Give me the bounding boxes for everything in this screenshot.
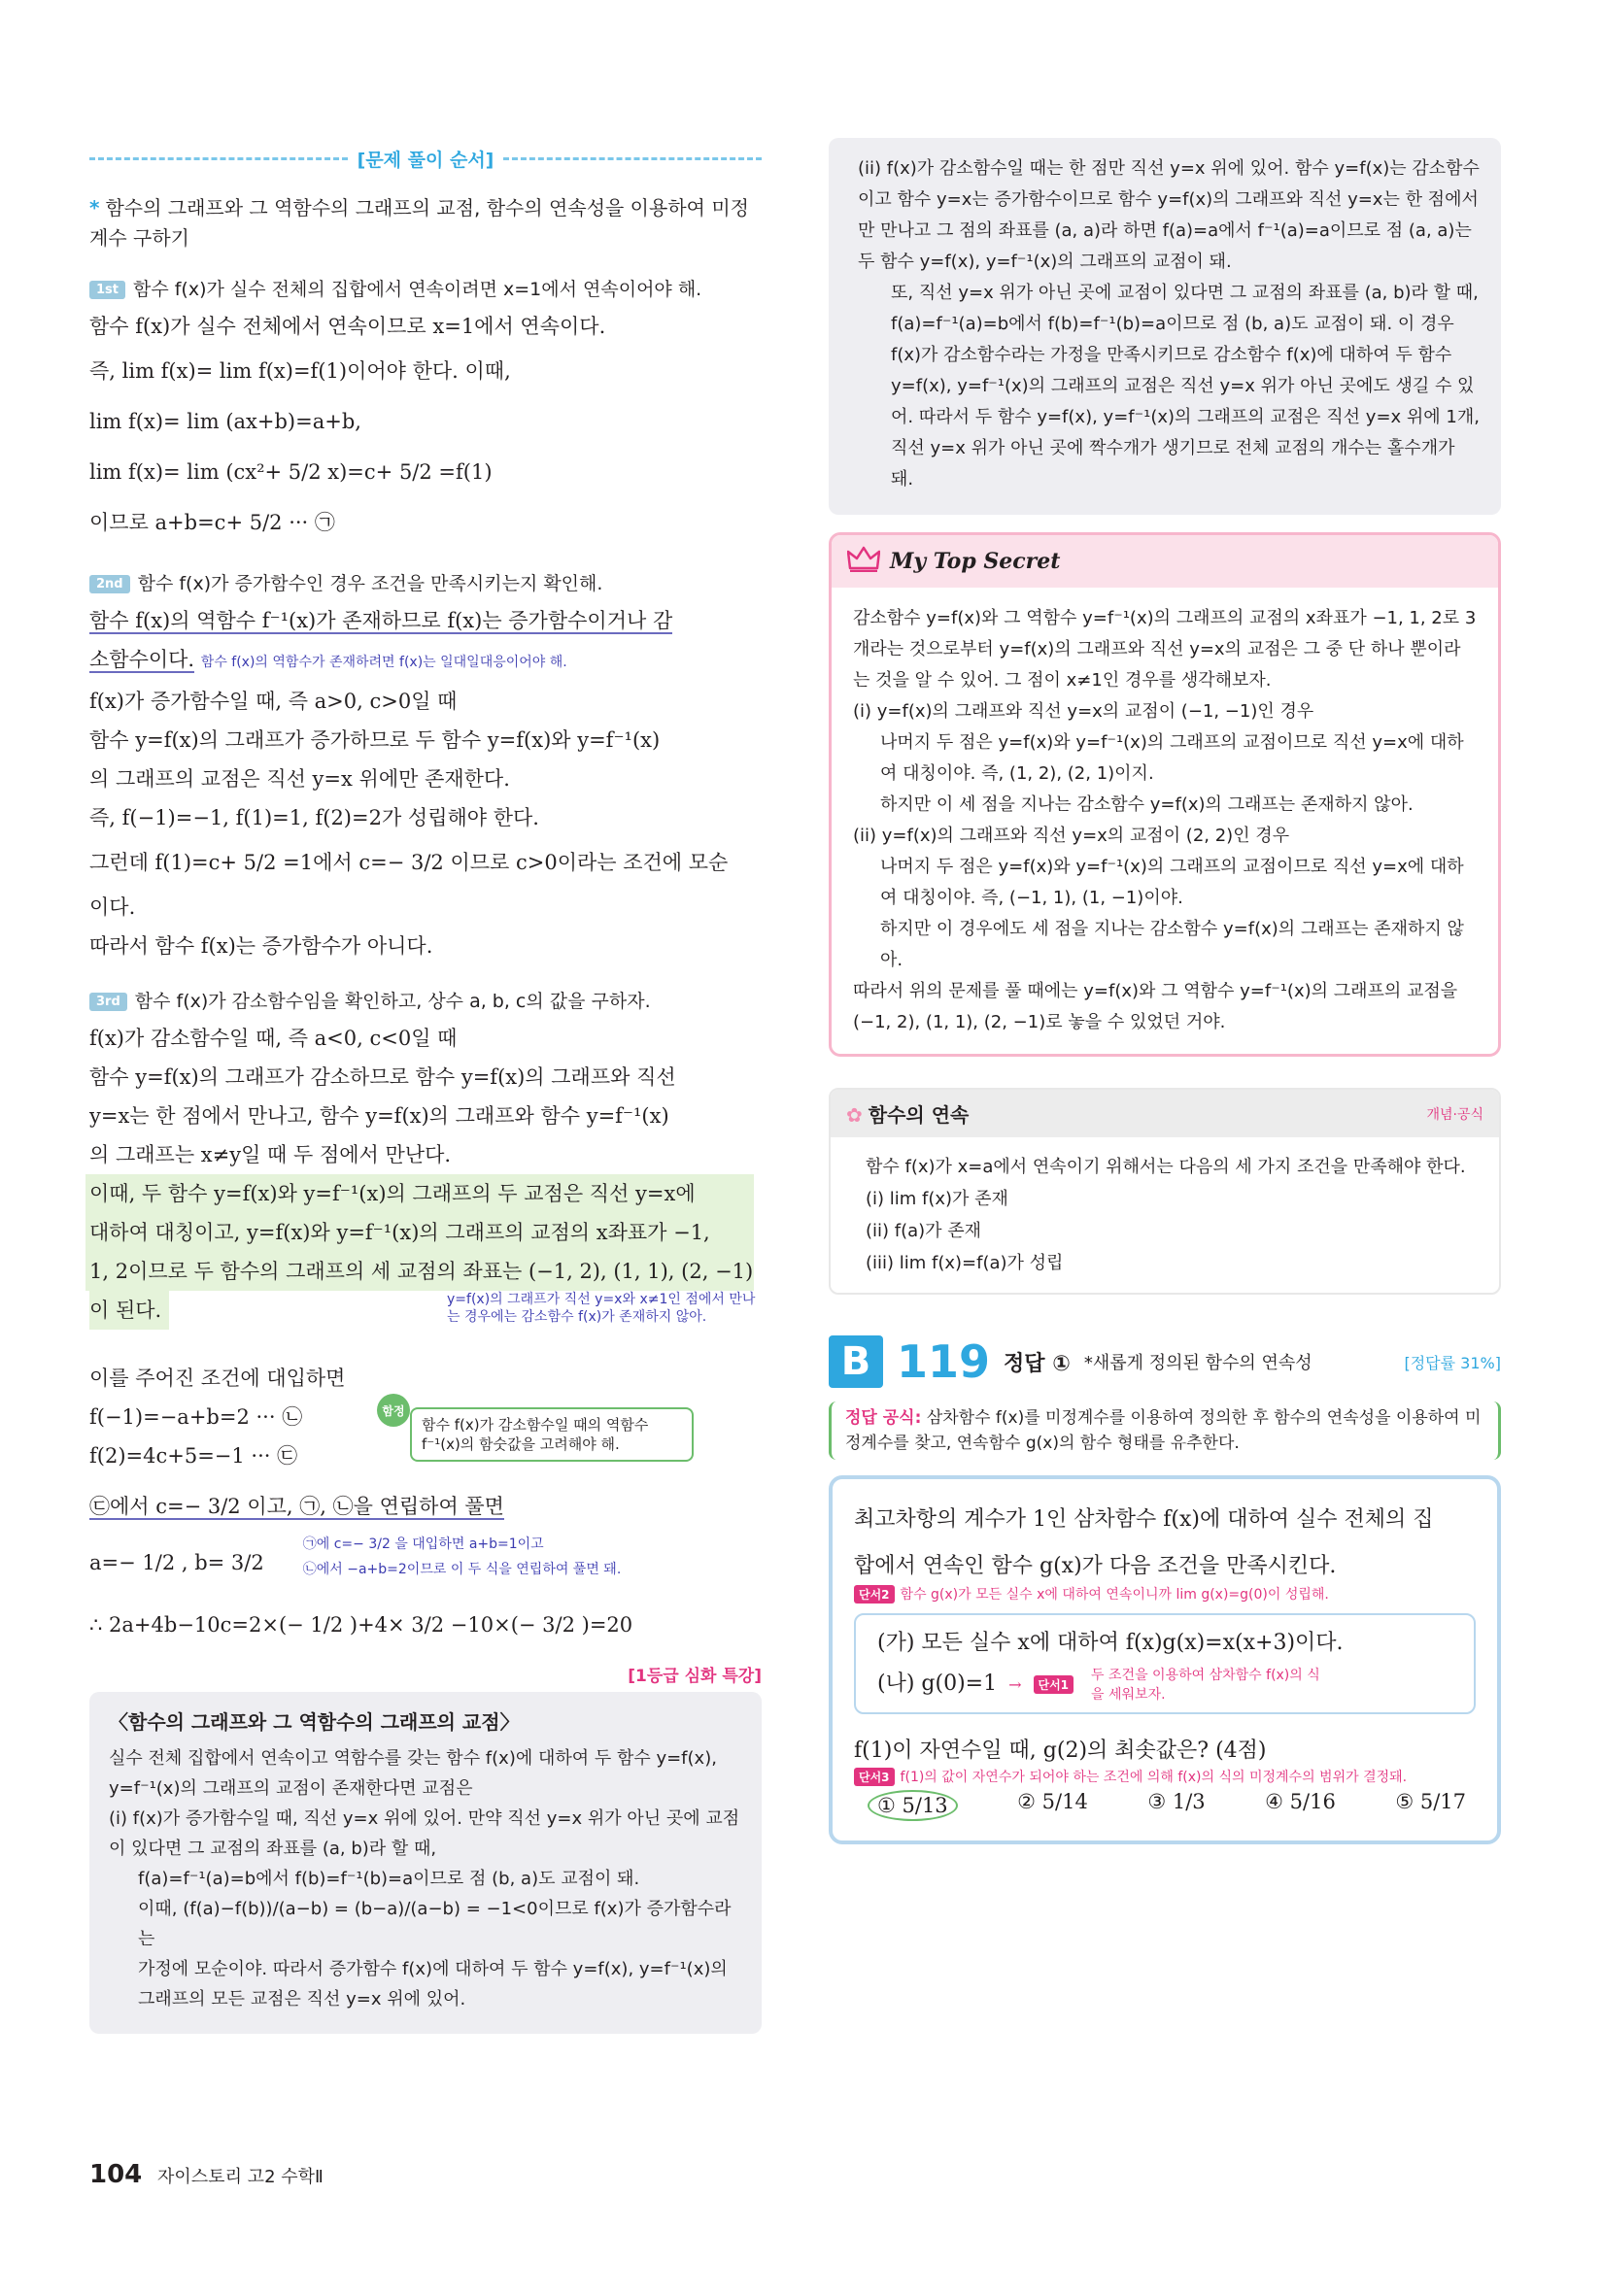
hint-badge: 단서2 [854,1585,895,1604]
step3-line: 이 된다. [89,1291,169,1330]
step3-head [89,987,762,1013]
step1-line: lim f(x)= lim (ax+b)=a+b, [89,410,361,433]
margin-note: y=f(x)의 그래프가 직선 y=x와 x≠1인 점에서 만나는 경우에는 감소함수 f(x)가 존재하지 않아. [447,1292,756,1325]
problem-number: 119 [897,1335,991,1388]
star-icon: * [89,196,100,219]
step2-line: 함수 y=f(x)의 그래프가 증가하므로 두 함수 y=f(x)와 y=f⁻¹(x) [89,728,661,752]
step3-sidenote-area [89,1291,762,1359]
step3-head-text: 함수 f(x)가 감소함수임을 확인하고, 상수 a, b, c의 값을 구하자. [134,991,651,1012]
underlined-text: 함수 f(x)의 역함수 f⁻¹(x)가 존재하므로 f(x)는 증가함수이거나 감 [89,609,673,632]
formula-text: 삼차함수 f(x)를 미정계수를 이용하여 정의한 후 함수의 연속성을 이용하여 미정계수를 찾고, 연속함수 g(x)의 함수 형태를 유추한다. [845,1408,1482,1453]
secret-text: 하지만 이 경우에도 세 점을 지나는 감소함수 y=f(x)의 그래프는 존재하지 않아. [880,919,1464,970]
problem-topic: *새롭게 정의된 함수의 연속성 [1083,1353,1312,1373]
problem-line: 합에서 연속인 함수 g(x)가 다음 조건을 만족시킨다. [854,1554,1337,1578]
choice-3[interactable]: ③ 1/3 [1147,1790,1206,1813]
step3-line: a=− 1/2 , b= 3/2 [89,1551,264,1574]
concept-header [831,1090,1499,1137]
special-text: 실수 전체 집합에서 연속이고 역함수를 갖는 함수 f(x)에 대하여 두 함수 y=f(x), y=f⁻¹(x)의 그래프의 교점이 존재한다면 교점은 [109,1748,717,1799]
choice-4[interactable]: ④ 5/16 [1265,1790,1336,1813]
solution-column [89,146,762,2034]
special-tag: [1등급 심화 특강] [628,1667,762,1686]
crown-icon [847,545,880,578]
choice-1[interactable]: ① 5/13 [868,1790,958,1821]
underlined-text: ㉢에서 c=− 3/2 이고, ㉠, ㉡을 연립하여 풀면 [89,1495,504,1518]
step3-line [89,1481,762,1532]
secret-text: 하지만 이 세 점을 지나는 감소함수 y=f(x)의 그래프는 존재하지 않아. [880,794,1414,815]
step3-line: 이를 주어진 조건에 대입하면 [89,1367,346,1390]
special-text: 또, 직선 y=x 위가 아닌 곳에 교점이 있다면 그 교점의 좌표를 (a, b)라 할 때, f(a)=f⁻¹(a)=b에서 f(b)=f⁻¹(b)=a이므로 점 (b, a)도 교점이 돼. 이 경우 f(x)가 감소함수라는 가정을 만족시키므로 감소함수 f(x)에 대하여 두 함수 y=f(x), y=f⁻¹(x)의 그래프의 교점은 직선 y=x 위가 아닌 곳에도 생길 수 있어. 따라서 두 함수 y=f(x), y=f⁻¹(x)의 그래프의 교점은 직선 y=x 위에 1개, 직선 y=x 위가 아닌 곳에 짝수개가 생기므로 전체 교점의 개수는 홀수개가 돼. [891,283,1480,490]
margin-note: 함수 f(x)의 역함수가 존재하려면 f(x)는 일대일대응이어야 해. [200,655,567,670]
top-secret-header [832,535,1498,588]
step3-line: y=x는 한 점에서 만나고, 함수 y=f(x)의 그래프와 함수 y=f⁻¹(x) [89,1104,669,1128]
concept-condition: (iii) lim f(x)=f(a)가 성립 [866,1253,1064,1273]
step1-line: lim f(x)= lim (cx²+ 5/2 x)=c+ 5/2 =f(1) [89,460,493,484]
hint-line [854,1584,1476,1604]
choice-5[interactable]: ⑤ 5/17 [1395,1790,1466,1813]
special-text: f(a)=f⁻¹(a)=b에서 f(b)=f⁻¹(b)=a이므로 점 (b, a)도 교점이 돼. [138,1869,640,1889]
step2-head-text: 함수 f(x)가 증가함수인 경우 조건을 만족시키는지 확인해. [137,573,603,594]
correct-rate: [정답률 31%] [1404,1353,1501,1372]
step1-head-text: 함수 f(x)가 실수 전체의 집합에서 연속이려면 x=1에서 연속이어야 해. [133,279,702,300]
step2-line: f(x)가 증가함수일 때, 즉 a>0, c>0일 때 [89,690,458,713]
answer-label: 정답 ① [1004,1351,1071,1376]
flower-icon: ✿ [846,1103,863,1127]
secret-text: 따라서 위의 문제를 풀 때에는 y=f(x)와 그 역함수 y=f⁻¹(x)의 그래프의 교점을 (−1, 2), (1, 1), (2, −1)로 놓을 수 있었던 거야. [853,981,1458,1032]
condition-b: (나) g(0)=1 [877,1671,998,1696]
problem-question: f(1)이 자연수일 때, g(2)의 최솟값은? (4점) [854,1739,1267,1763]
step2-head [89,569,762,595]
concept-box [829,1088,1501,1295]
solution-goal [89,193,762,253]
trap-badge: 함정 [377,1394,410,1427]
margin-note: ㉠에 c=− 3/2 을 대입하면 a+b=1이고 [302,1536,544,1552]
step3-line: f(2)=4c+5=−1 ··· ㉢ [89,1444,298,1468]
concept-body [831,1137,1499,1293]
choice-2[interactable]: ② 5/14 [1017,1790,1088,1813]
condition-a: (가) 모든 실수 x에 대하여 f(x)g(x)=x(x+3)이다. [877,1631,1344,1655]
concept-title: 함수의 연속 [868,1103,970,1127]
trap-note: 함수 f(x)가 감소함수일 때의 역함수 f⁻¹(x)의 함숫값을 고려해야 해. [410,1407,694,1462]
step1-line: 함수 f(x)가 실수 전체에서 연속이므로 x=1에서 연속이다. [89,315,606,338]
top-secret-box [829,532,1501,1057]
step2-line [89,601,762,640]
hint-badge: 단서3 [854,1768,895,1786]
special-text: 가정에 모순이야. 따라서 증가함수 f(x)에 대하여 두 함수 y=f(x), y=f⁻¹(x)의 그래프의 모든 교점은 직선 y=x 위에 있어. [138,1959,728,2009]
secret-text: (i) y=f(x)의 그래프와 직선 y=x의 교점이 (−1, −1)인 경우 [853,701,1314,722]
secret-text: (ii) y=f(x)의 그래프와 직선 y=x의 교점이 (2, 2)인 경우 [853,826,1290,846]
concept-text: 함수 f(x)가 x=a에서 연속이기 위해서는 다음의 세 가지 조건을 만족해야 한다. [866,1157,1466,1177]
formula-label: 정답 공식: [845,1408,922,1428]
problem-header [829,1335,1501,1388]
step3-line: 의 그래프는 x≠y일 때 두 점에서 만난다. [89,1143,452,1166]
book-title: 자이스토리 고2 수학Ⅱ [157,2167,324,2187]
step2-line [89,640,762,682]
hint-badge: 단서1 [1034,1675,1074,1694]
problem-line: 최고차항의 계수가 1인 삼차함수 f(x)에 대하여 실수 전체의 집 [854,1507,1434,1532]
step3-line: 함수 y=f(x)의 그래프가 감소하므로 함수 y=f(x)의 그래프와 직선 [89,1065,676,1089]
divider [503,157,762,160]
step2-line: 그런데 f(1)=c+ 5/2 =1에서 c=− 3/2 이므로 c>0이라는 조건에 모순 [89,851,729,874]
answer-formula-box [829,1401,1501,1460]
hint-text: 함수 g(x)가 모든 실수 x에 대하여 연속이니까 lim g(x)=g(0)이 성립해. [900,1587,1329,1603]
margin-note: ㉡에서 −a+b=2이므로 이 두 식을 연립하여 풀면 돼. [302,1562,622,1577]
concept-tag: 개념·공식 [1426,1106,1483,1123]
step3-line: 대하여 대칭이고, y=f(x)와 y=f⁻¹(x)의 그래프의 교점의 x좌표가 −1, [89,1221,710,1244]
step1-line: 이므로 a+b=c+ 5/2 ··· ㉠ [89,511,335,534]
special-text: (i) f(x)가 증가함수일 때, 직선 y=x 위에 있어. 만약 직선 y=x 위가 아닌 곳에 교점이 있다면 그 교점의 좌표를 (a, b)라 할 때, [109,1808,740,1859]
step2-line: 이다. [89,895,136,919]
right-column [829,138,1501,1844]
solution-order-title: [문제 풀이 순서] [357,150,494,171]
hint-line [854,1767,1476,1786]
step3-line: 1, 2이므로 두 함수의 그래프의 세 교점의 좌표는 (−1, 2), (1, 1), (2, −1) [89,1260,754,1283]
special-text: 이때, (f(a)−f(b))/(a−b) = (b−a)/(a−b) = −1<0이므로 f(x)가 증가함수라는 [138,1899,732,1949]
top-secret-title: My Top Secret [890,549,1061,574]
step2-badge: 2nd [89,575,130,593]
step3-substitution [89,1359,762,1481]
step1-head [89,275,762,301]
top-secret-body [832,588,1498,1054]
answer-choices [854,1786,1476,1821]
final-answer-line: ∴ 2a+4b−10c=2×(− 1/2 )+4× 3/2 −10×(− 3/2 )=20 [89,1613,633,1637]
step2-line: 따라서 함수 f(x)는 증가함수가 아니다. [89,934,433,958]
highlighted-passage [85,1174,754,1291]
step3-badge: 3rd [89,993,127,1011]
step2-line: 의 그래프의 교점은 직선 y=x 위에만 존재한다. [89,767,510,791]
hint-text: 두 조건을 이용하여 삼차함수 f(x)의 식을 세워보자. [1091,1668,1320,1703]
concept-condition: (ii) f(a)가 존재 [866,1221,982,1241]
level-badge: B [829,1335,883,1388]
page-footer [89,2160,324,2189]
step1-line: 즉, lim f(x)= lim f(x)=f(1)이어야 한다. 이때, [89,359,511,383]
special-text: (ii) f(x)가 감소함수일 때는 한 점만 직선 y=x 위에 있어. 함수 y=f(x)는 감소함수이고 함수 y=x는 증가함수이므로 함수 y=f(x)의 그래프와 직선 y=x는 한 점에서만 만나고 그 점의 좌표를 (a, a)라 하면 f(a)=a에서 f⁻¹(a)=a이므로 점 (a, a)는 두 함수 y=f(x), y=f⁻¹(x)의 그래프의 교점이 돼. [858,158,1480,272]
secret-text: 감소함수 y=f(x)와 그 역함수 y=f⁻¹(x)의 그래프의 교점의 x좌표가 −1, 1, 2로 3개라는 것으로부터 y=f(x)의 그래프와 직선 y=x의 교점은 그 중 단 하나 뿐이라는 것을 알 수 있어. 그 점이 x≠1인 경우를 생각해보자. [853,608,1477,691]
arrow-icon: → [1008,1674,1022,1694]
step3-line: f(−1)=−a+b=2 ··· ㉡ [89,1405,303,1429]
step3-line: 이때, 두 함수 y=f(x)와 y=f⁻¹(x)의 그래프의 두 교점은 직선 y=x에 [89,1182,696,1205]
step3-line: f(x)가 감소함수일 때, 즉 a<0, c<0일 때 [89,1027,458,1050]
hint-text: f(1)의 값이 자연수가 되어야 하는 조건에 의해 f(x)의 식의 미정계수의 범위가 결정돼. [900,1770,1408,1785]
step1-badge: 1st [89,281,125,299]
margin-notes [303,1532,622,1582]
problem-box [829,1475,1501,1844]
secret-text: 나머지 두 점은 y=f(x)와 y=f⁻¹(x)의 그래프의 교점이므로 직선 y=x에 대하여 대칭이야. 즉, (1, 2), (2, 1)이지. [880,732,1464,784]
special-title: 〈함수의 그래프와 그 역함수의 그래프의 교점〉 [109,1710,520,1734]
special-box [89,1692,762,2034]
goal-text: 함수의 그래프와 그 역함수의 그래프의 교점, 함수의 연속성을 이용하여 미정계수 구하기 [89,196,749,250]
concept-condition: (i) lim f(x)가 존재 [866,1189,1008,1209]
solution-order-header [89,146,762,172]
secret-text: 나머지 두 점은 y=f(x)와 y=f⁻¹(x)의 그래프의 교점이므로 직선 y=x에 대하여 대칭이야. 즉, (−1, 1), (1, −1)이야. [880,857,1464,908]
condition-b-row [877,1664,1452,1705]
step2-line: 즉, f(−1)=−1, f(1)=1, f(2)=2가 성립해야 한다. [89,806,539,829]
underlined-text: 소함수이다. [89,648,195,671]
special-box-continued [829,138,1501,515]
page-number: 104 [89,2160,143,2189]
step3-solution [89,1532,762,1594]
conditions-box [854,1613,1476,1714]
divider [89,157,348,160]
